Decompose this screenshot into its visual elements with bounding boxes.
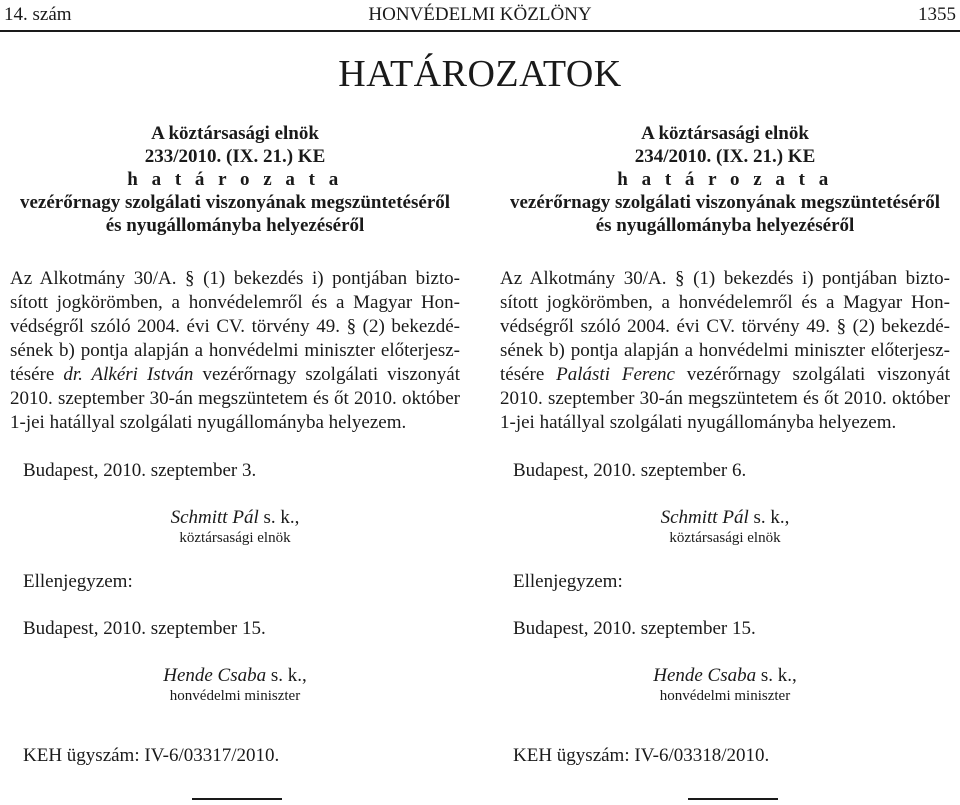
body-line: sének b) pontja alapján a honvédelmi miniszter előterjesz- [10,340,460,361]
body-line [500,363,950,387]
body-line: védségről szóló 2004. évi CV. törvény 49. § (2) bekezdé- [10,316,460,337]
keh-case-number: KEH ügyszám: IV-6/03318/2010. [513,745,770,766]
decision-subject-cont: és nyugállományba helyezéséről [105,215,365,236]
decision-kind: h a t á r o z a t a [127,169,343,190]
countersign-label: Ellenjegyzem: [23,571,133,592]
decision-body [500,267,950,435]
place-date: Budapest, 2010. szeptember 6. [513,460,747,481]
signer-suffix: s. k., [258,507,300,528]
keh-case-number: KEH ügyszám: IV-6/03317/2010. [23,745,280,766]
body-line: 2010. szeptember 30-án megszüntetem és őt 2010. október [10,388,460,409]
body-text-post: vezérőrnagy szolgálati viszonyát [193,364,460,385]
countersigner-name: Hende Csaba [163,665,267,686]
body-line: sított jogkörömben, a honvédelemről és a Magyar Hon- [10,292,460,313]
minister-signature [10,665,460,705]
officer-name: Palásti Ferenc [556,364,675,385]
body-text-pre: tésére [10,364,64,385]
issuer: A köztársasági elnök [641,123,809,144]
president-signature [10,507,460,547]
signer-name: Schmitt Pál [170,507,259,528]
countersigner-role: honvédelmi miniszter [659,688,791,704]
countersigner-suffix: s. k., [266,665,307,686]
publication-title: HONVÉDELMI KÖZLÖNY [368,4,592,25]
decision-number: 233/2010. (IX. 21.) KE [144,146,326,167]
body-line [10,363,460,387]
decision-heading [500,122,950,237]
signer-role: köztársasági elnök [179,530,291,546]
officer-name: dr. Alkéri István [63,364,194,385]
body-line: 1-jei hatállyal szolgálati nyugállományba helyezem. [10,412,407,433]
footer-rule-left [192,798,282,800]
signer-role: köztársasági elnök [669,530,781,546]
countersign-date: Budapest, 2010. szeptember 15. [23,618,266,639]
body-line: Az Alkotmány 30/A. § (1) bekezdés i) pontjában bizto- [500,268,950,289]
signer-name: Schmitt Pál [660,507,749,528]
countersigner-suffix: s. k., [756,665,797,686]
body-line: 2010. szeptember 30-án megszüntetem és őt 2010. október [500,388,950,409]
countersigner-role: honvédelmi miniszter [169,688,301,704]
decision-234 [500,122,950,767]
minister-signature [500,665,950,705]
body-line: Az Alkotmány 30/A. § (1) bekezdés i) pontjában bizto- [10,268,460,289]
body-text-post: vezérőrnagy szolgálati viszonyát [674,364,950,385]
decision-233 [10,122,460,767]
decision-subject: vezérőrnagy szolgálati viszonyának megszüntetéséről [509,192,941,213]
issue-number: 14. szám [4,4,72,25]
signer-suffix: s. k., [748,507,790,528]
body-line: védségről szóló 2004. évi CV. törvény 49. § (2) bekezdé- [500,316,950,337]
body-text-pre: tésére [500,364,557,385]
body-line: sének b) pontja alapján a honvédelmi miniszter előterjesz- [500,340,950,361]
decision-heading [10,122,460,237]
decision-kind: h a t á r o z a t a [617,169,833,190]
place-date: Budapest, 2010. szeptember 3. [23,460,257,481]
page-header [0,2,960,30]
section-title: HATÁROZATOK [338,53,622,95]
countersigner-name: Hende Csaba [653,665,757,686]
countersign-label: Ellenjegyzem: [513,571,623,592]
body-line: sított jogkörömben, a honvédelemről és a Magyar Hon- [500,292,950,313]
body-line: 1-jei hatállyal szolgálati nyugállományba helyezem. [500,412,897,433]
countersign-date: Budapest, 2010. szeptember 15. [513,618,756,639]
president-signature [500,507,950,547]
issuer: A köztársasági elnök [151,123,319,144]
footer-rule-right [688,798,778,800]
decision-number: 234/2010. (IX. 21.) KE [634,146,816,167]
decision-body [10,267,460,435]
decision-subject-cont: és nyugállományba helyezéséről [595,215,855,236]
decision-subject: vezérőrnagy szolgálati viszonyának megszüntetéséről [19,192,451,213]
header-rule [0,30,960,32]
page-number: 1355 [918,4,956,25]
